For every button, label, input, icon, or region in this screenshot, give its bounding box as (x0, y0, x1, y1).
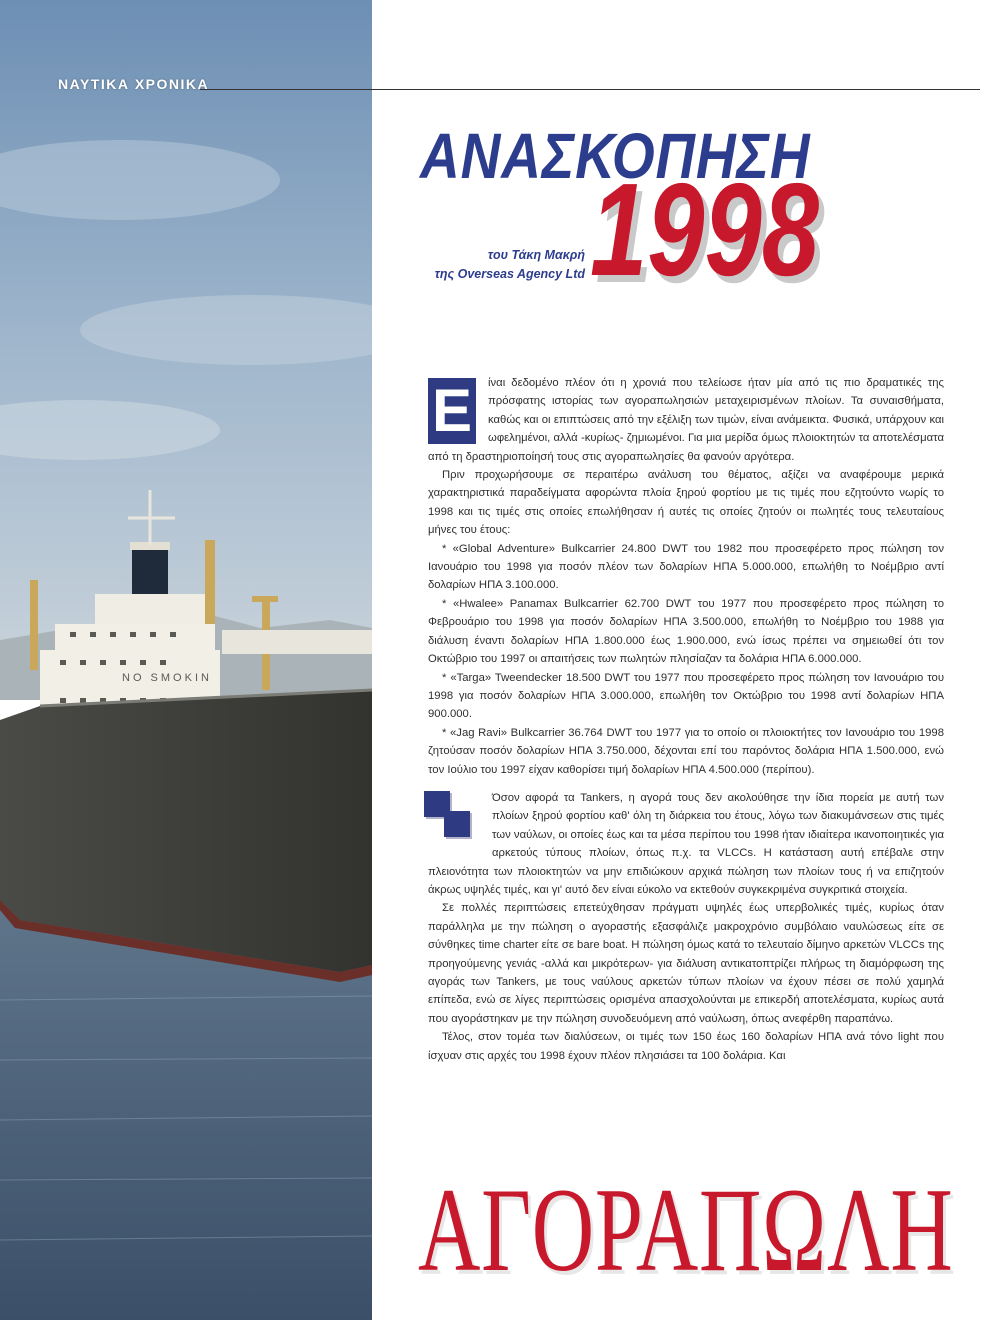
section-label: ΝΑΥΤΙΚΑ ΧΡΟΝΙΚΑ (58, 76, 210, 92)
article-example: * «Global Adventure» Bulkcarrier 24.800 DWT του 1982 που προσεφέρετο προς πώληση τον Ιανουάριο του 1998 για ποσόν πλέον των δολαρίων ΗΠΑ 5.000.000, επωλήθη το Νοέμβριο αντί δολαρίων ΗΠΑ 3.100.000. (428, 542, 944, 592)
header-rule (200, 89, 980, 90)
article-paragraph-text: ίναι δεδομένο πλέον ότι η χρονιά που τελείωσε ήταν μία από τις πιο δραματικές της πρόσφατης ιστορίας των αγοραπωλησιών μεταχειρισμένων πλοίων. Τα συναισθήματα, καθώς και οι επιπτώσεις από την εξέλιξη των τιμών, είναι ανάμεικτα. Φυσικά, υπάρχουν και ωφελημένοι, αλλά -κυρίως- ζημιωμένοι. Για μια μερίδα όμως πλοιοκτητών τα αποτελέσματα από τη δραστηριοποίησή τους στις αγοραπωλησίες θα φανούν αργότερα. (428, 377, 944, 463)
drop-cap: Ε (428, 378, 476, 444)
article-paragraph (428, 374, 944, 466)
article-paragraph: Σε πολλές περιπτώσεις επετεύχθησαν πράγματι υψηλές έως υπερβολικές τιμές, κυρίως όταν παράλληλα με την πώληση ο αγοραστής εξασφάλιζε μακροχρόνιο συμβόλαιο ναυλώσεως είτε σε σύνθηκες time charter είτε σε bare boat. Η πώληση όμως κατά το τελευταίο δίμηνο αρκετών VLCCs της προηγούμενης γενιάς -αλλά και μικρότερων- για διάλυση αντικατοπτρίζει πλήρως τη διαμόρφωση της αγοράς των Tankers, με τους ναύλους αρκετών τύπων πλοίων να έχουν πέσει σε πολύ χαμηλά επίπεδα, ενώ σε λίγες περιπτώσεις ορισμένα απασχολούνται με επικερδή αποτελέσματα, κυρίως αυτά που αγοράστηκαν με την πώληση συνοδευόμενη από ναύλωση, όπως ανεφέρθη παραπάνω. (428, 902, 944, 1025)
footer-headline: ΑΓΟΡΑΠΩΛΗ (418, 1163, 954, 1296)
title-year: 1998 (590, 156, 820, 303)
byline (380, 246, 585, 284)
ship-photo (0, 0, 372, 1320)
byline-company: της Overseas Agency Ltd (434, 267, 585, 281)
hull-lettering: NO SMOKIN (122, 672, 212, 684)
article-paragraph: Τέλος, στον τομέα των διαλύσεων, οι τιμές των 150 έως 160 δολαρίων ΗΠΑ ανά τόνο light που ίσχυαν στις αρχές του 1998 έχουν πλέον πλησιάσει τα 100 δολάρια. Και (428, 1031, 944, 1062)
article-example: * «Jag Ravi» Bulkcarrier 36.764 DWT του 1977 για το οποίο οι πλοιοκτήτες τον Ιανουάριο του 1998 ζητούσαν ποσόν δολαρίων ΗΠΑ 3.750.000, δέχονται επί του παρόντος δολάρια ΗΠΑ 1.500.000, ενώ τον Ιούλιο του 1997 είχαν καθορίσει τιμή δολαρίων ΗΠΑ 4.500.000 (περίπου). (428, 726, 944, 776)
title-main: ΑΝΑΣΚΟΠΗΣΗ (420, 120, 811, 192)
article-paragraph (428, 789, 944, 899)
article-paragraph: Πριν προχωρήσουμε σε περαιτέρω ανάλυση του θέματος, αξίζει να αναφέρουμε μερικά χαρακτηριστικά παραδείγματα αφορώντα πλοία ξηρού φορτίου με τις τιμές που εζητούντο νωρίς το 1998 και τις τιμές στις οποίες επωλήθησαν ή αυτές τις οποίες ζητούν οι πωλητές τους τελευταίους μήνες του έτους: (428, 469, 944, 537)
byline-author: του Τάκη Μακρή (487, 248, 585, 262)
article-example: * «Hwalee» Panamax Bulkcarrier 62.700 DWT του 1977 που προσεφέρετο προς πώληση το Φεβρουάριο του 1998 για ποσόν δολαρίων ΗΠΑ 3.500.000, επωλήθη το Νοέμβριο του 1988 για διάλυση έναντι δολαρίων ΗΠΑ 1.800.000 έως 1.900.000, ενώ ίσως πρέπει να σημειωθεί ότι τον Οκτώβριο του 1997 οι απαιτήσεις των πωλητών πλησίαζαν τα δολάρια ΗΠΑ 6.000.000. (428, 597, 944, 666)
ornament-square (444, 811, 470, 837)
article-paragraph-text: Όσον αφορά τα Tankers, η αγορά τους δεν ακολούθησε την ίδια πορεία με αυτή των πλοίων ξηρού φορτίου καθ' όλη τη διάρκεια του έτους, λόγω των διακυμάνσεων στις τιμές των ναύλων, οι οποίες έως και τα μέσα περίπου του 1998 ήταν ιδιαίτερα ικανοποιητικές για αρκετούς τύπους πλοίων, όπως π.χ. τα VLCCs. Η κατάσταση αυτή επέβαλε στην πλειονότητα των πλοιοκτητών να μην επιδιώκουν αρχικά πώληση των πλοίων τους ή να επιζητούν άκρως υψηλές τιμές, και γι' αυτό δεν είναι εύκολο να εκτεθούν συγκεκριμένα συγκριτικά στοιχεία. (428, 791, 944, 896)
article-example: * «Targa» Tweendecker 18.500 DWT του 1977 που προσεφέρετο προς πώληση τον Ιανουάριο του 1998 για ποσόν δολαρίων ΗΠΑ 3.000.000, επωλήθη τον Οκτώβριο του 1998 αντί δολαρίων ΗΠΑ 900.000. (428, 671, 944, 721)
article-body (428, 374, 944, 1065)
section-ornament (424, 791, 482, 851)
